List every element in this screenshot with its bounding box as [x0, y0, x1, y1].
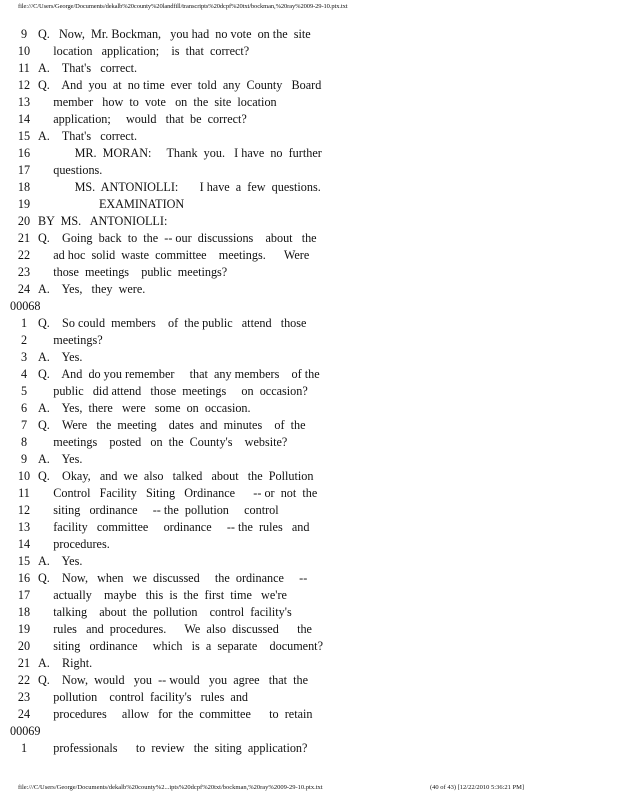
- transcript-line: [10, 672, 610, 689]
- file-path-header: file:///C/Users/George/Documents/dekalb%20county%20landfill/transcripts%20dcpf%20txt/bockman,%20ray%2009-29-10.ptx.txt: [18, 3, 348, 10]
- line-number: 20: [17, 214, 31, 228]
- transcript-line: [10, 485, 610, 502]
- line-text: A. Right.: [38, 656, 93, 670]
- line-text: A. That's correct.: [38, 61, 138, 75]
- transcript-line: [10, 264, 610, 281]
- transcript-line: [10, 162, 610, 179]
- line-number: 4: [20, 367, 28, 381]
- transcript-line: [10, 196, 610, 213]
- transcript-line: [10, 213, 610, 230]
- line-number: 13: [17, 520, 31, 534]
- transcript-line: [10, 281, 610, 298]
- line-number: 13: [17, 95, 31, 109]
- transcript-body: [10, 26, 610, 757]
- transcript-line: [10, 128, 610, 145]
- line-number: 23: [17, 690, 31, 704]
- line-text: questions.: [38, 163, 103, 177]
- line-number: 18: [17, 180, 31, 194]
- transcript-line: [10, 638, 610, 655]
- line-number: 15: [17, 554, 31, 568]
- line-text: Q. Going back to the -- our discussions about the: [38, 231, 317, 245]
- transcript-line: [10, 366, 610, 383]
- line-number: 14: [17, 112, 31, 126]
- line-text: A. Yes.: [38, 554, 83, 568]
- transcript-line: [10, 434, 610, 451]
- transcript-line: [10, 94, 610, 111]
- line-text: Q. Okay, and we also talked about the Pollution: [38, 469, 314, 483]
- line-text: siting ordinance which is a separate document?: [38, 639, 323, 653]
- transcript-line: [10, 536, 610, 553]
- line-text: public did attend those meetings on occasion?: [38, 384, 308, 398]
- line-number: 24: [17, 707, 31, 721]
- line-number: 12: [17, 78, 31, 92]
- line-number: 1: [20, 316, 28, 330]
- transcript-line: [10, 604, 610, 621]
- line-text: facility committee ordinance -- the rules and: [38, 520, 310, 534]
- line-text: professionals to review the siting application?: [38, 741, 308, 755]
- line-text: procedures.: [38, 537, 110, 551]
- line-text: location application; is that correct?: [38, 44, 250, 58]
- line-number: 2: [20, 333, 28, 347]
- line-number: 6: [20, 401, 28, 415]
- line-number: 12: [17, 503, 31, 517]
- transcript-line: [10, 570, 610, 587]
- line-number: 10: [17, 469, 31, 483]
- line-number: 20: [17, 639, 31, 653]
- file-path-footer: file:///C/Users/George/Documents/dekalb%20county%2...ipts%20dcpf%20txt/bockman,%20ray%2009-29-10.ptx.txt: [18, 784, 323, 791]
- line-text: Q. So could members of the public attend those: [38, 316, 307, 330]
- transcript-line: [10, 400, 610, 417]
- line-text: A. Yes, they were.: [38, 282, 146, 296]
- line-number: 16: [17, 571, 31, 585]
- line-number: 11: [18, 61, 30, 75]
- line-number: 24: [17, 282, 31, 296]
- transcript-line: [10, 689, 610, 706]
- transcript-line: [10, 315, 610, 332]
- line-text: Q. And you at no time ever told any County Board: [38, 78, 322, 92]
- line-number: 9: [20, 452, 28, 466]
- line-number: 8: [20, 435, 28, 449]
- line-number: 23: [17, 265, 31, 279]
- line-number: 15: [17, 129, 31, 143]
- line-text: Control Facility Siting Ordinance -- or not the: [38, 486, 318, 500]
- line-number: 17: [17, 163, 31, 177]
- line-text: talking about the pollution control facility's: [38, 605, 292, 619]
- line-text: Q. Now, Mr. Bockman, you had no vote on the site: [38, 27, 311, 41]
- transcript-line: [10, 468, 610, 485]
- line-text: MS. ANTONIOLLI: I have a few questions.: [38, 180, 321, 194]
- transcript-line: [10, 111, 610, 128]
- line-text: application; would that be correct?: [38, 112, 247, 126]
- line-text: member how to vote on the site location: [38, 95, 277, 109]
- transcript-line: [10, 230, 610, 247]
- line-number: 17: [17, 588, 31, 602]
- transcript-line: [10, 451, 610, 468]
- line-number: 19: [17, 622, 31, 636]
- transcript-line: [10, 332, 610, 349]
- line-text: BY MS. ANTONIOLLI:: [38, 214, 168, 228]
- transcript-line: [10, 26, 610, 43]
- transcript-line: [10, 553, 610, 570]
- line-text: ad hoc solid waste committee meetings. Were: [38, 248, 310, 262]
- transcript-line: [10, 502, 610, 519]
- transcript-line: [10, 740, 610, 757]
- line-number: 22: [17, 248, 31, 262]
- transcript-line: [10, 655, 610, 672]
- line-number: 21: [17, 231, 31, 245]
- line-number: 9: [20, 27, 28, 41]
- line-number: 18: [17, 605, 31, 619]
- line-text: Q. Were the meeting dates and minutes of the: [38, 418, 306, 432]
- page-marker: [10, 723, 610, 740]
- line-number: 5: [20, 384, 28, 398]
- line-text: Q. And do you remember that any members of the: [38, 367, 320, 381]
- line-number: 16: [17, 146, 31, 160]
- transcript-line: [10, 621, 610, 638]
- transcript-line: [10, 417, 610, 434]
- line-text: meetings posted on the County's website?: [38, 435, 288, 449]
- transcript-line: [10, 60, 610, 77]
- line-text: MR. MORAN: Thank you. I have no further: [38, 146, 322, 160]
- line-number: 7: [20, 418, 28, 432]
- line-number: 3: [20, 350, 28, 364]
- transcript-line: [10, 247, 610, 264]
- page-info-footer: (40 of 43) [12/22/2010 5:36:21 PM]: [430, 784, 525, 791]
- line-number: 11: [18, 486, 30, 500]
- line-text: meetings?: [38, 333, 103, 347]
- line-number: 1: [20, 741, 28, 755]
- line-text: pollution control facility's rules and: [38, 690, 249, 704]
- line-text: actually maybe this is the first time we're: [38, 588, 287, 602]
- line-text: rules and procedures. We also discussed the: [38, 622, 312, 636]
- transcript-line: [10, 519, 610, 536]
- line-text: procedures allow for the committee to retain: [38, 707, 313, 721]
- line-number: 19: [17, 197, 31, 211]
- transcript-line: [10, 587, 610, 604]
- line-text: A. Yes, there were some on occasion.: [38, 401, 251, 415]
- page-number: 00068: [10, 299, 41, 313]
- line-text: EXAMINATION: [38, 197, 185, 211]
- line-text: those meetings public meetings?: [38, 265, 228, 279]
- line-text: A. Yes.: [38, 350, 83, 364]
- transcript-line: [10, 179, 610, 196]
- line-number: 10: [17, 44, 31, 58]
- line-text: Q. Now, when we discussed the ordinance --: [38, 571, 308, 585]
- transcript-line: [10, 77, 610, 94]
- line-text: A. That's correct.: [38, 129, 138, 143]
- line-number: 22: [17, 673, 31, 687]
- transcript-line: [10, 349, 610, 366]
- line-text: A. Yes.: [38, 452, 83, 466]
- transcript-line: [10, 145, 610, 162]
- line-number: 14: [17, 537, 31, 551]
- transcript-line: [10, 383, 610, 400]
- transcript-line: [10, 43, 610, 60]
- line-text: siting ordinance -- the pollution control: [38, 503, 279, 517]
- line-number: 21: [17, 656, 31, 670]
- line-text: Q. Now, would you -- would you agree that the: [38, 673, 308, 687]
- transcript-line: [10, 706, 610, 723]
- page-number: 00069: [10, 724, 41, 738]
- page-marker: [10, 298, 610, 315]
